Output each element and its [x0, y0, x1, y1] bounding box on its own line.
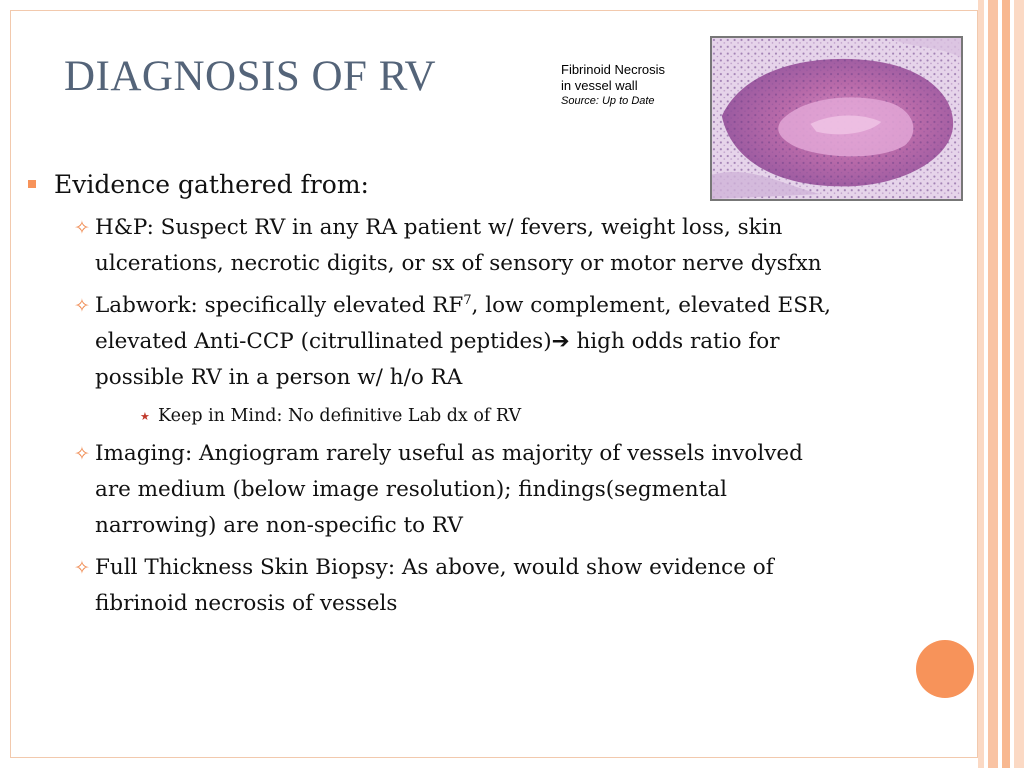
biopsy-text: Full Thickness Skin Biopsy: As above, would show evidence of fibrinoid necrosis of vessels [95, 555, 774, 616]
imaging-text: Imaging: Angiogram rarely useful as majority of vessels involved are medium (below image resolution); findings(segmental narrowing) are non-specific to RV [95, 441, 803, 538]
square-bullet-icon [28, 180, 36, 188]
figure-caption [561, 62, 665, 109]
right-arrow-icon: ➔ [551, 329, 570, 354]
bullet-imaging [28, 436, 835, 544]
hp-text: H&P: Suspect RV in any RA patient w/ fevers, weight loss, skin ulcerations, necrotic digits, or sx of sensory or motor nerve dysfxn [95, 215, 822, 276]
labwork-text-end: high odds ratio for possible RV in a person w/ h/o RA [95, 329, 780, 390]
decorative-stripes [978, 0, 1024, 768]
bullet-hp [28, 210, 835, 282]
evidence-heading: Evidence gathered from: [54, 170, 369, 199]
bullet-biopsy [28, 550, 835, 622]
four-point-star-icon: ✧ [74, 443, 90, 465]
star-bullet-icon: ★ [140, 410, 150, 423]
labwork-text-start: Labwork: specifically elevated RF [95, 293, 464, 318]
sub-bullet-keep-in-mind [28, 402, 868, 430]
four-point-star-icon: ✧ [74, 557, 90, 579]
four-point-star-icon: ✧ [74, 217, 90, 239]
caption-line-1: Fibrinoid Necrosis [561, 62, 666, 77]
four-point-star-icon: ✧ [74, 295, 90, 317]
caption-line-2: in vessel wall [561, 78, 638, 93]
keep-in-mind-text: Keep in Mind: No definitive Lab dx of RV [158, 406, 522, 426]
bullet-labwork [28, 288, 835, 396]
labwork-reference-7: 7 [463, 292, 472, 308]
slide-content [28, 168, 868, 628]
caption-source: Source: Up to Date [561, 95, 655, 107]
decorative-circle [916, 640, 974, 698]
labwork-text-middle: , low complement, elevated ESR, elevated Anti-CCP (citrullinated peptides) [95, 293, 831, 354]
bullet-evidence [28, 168, 868, 202]
slide-title: DIAGNOSIS OF RV [64, 53, 436, 100]
